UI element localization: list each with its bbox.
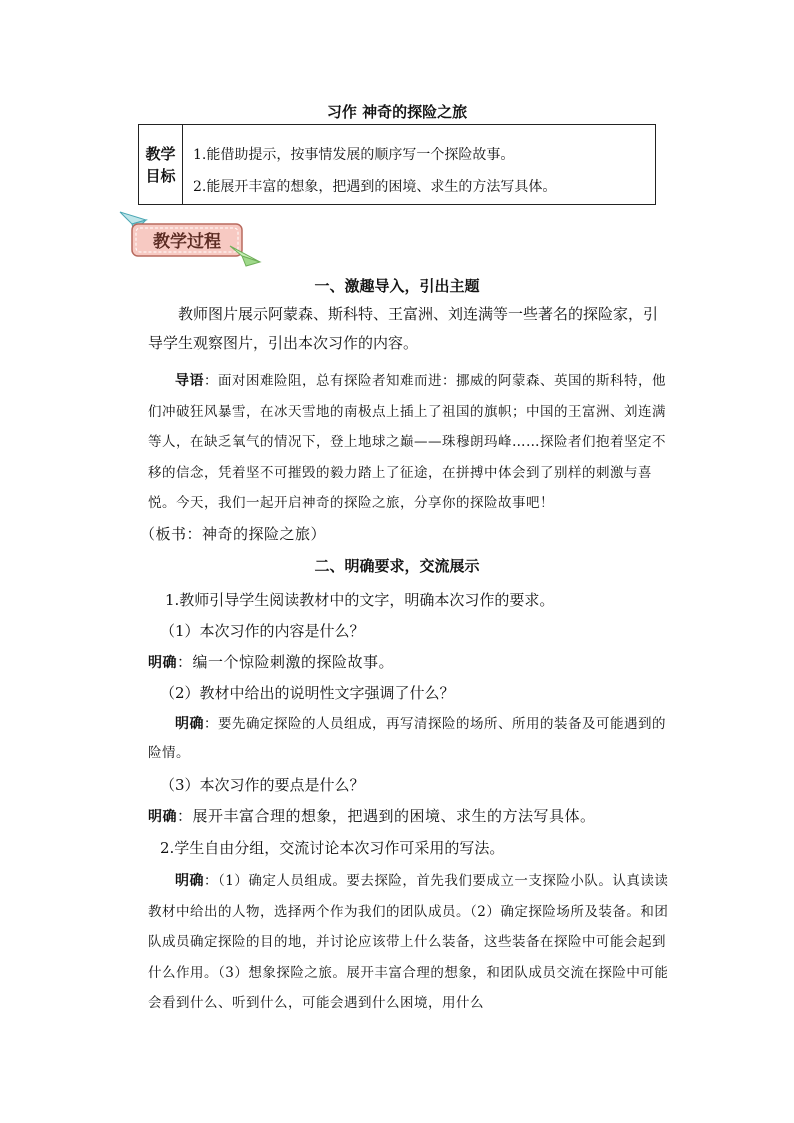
teaching-goal-item: 2.能展开丰富的想象，把遇到的困境、求生的方法写具体。 — [193, 179, 557, 195]
answer-4 — [148, 866, 670, 1019]
answer-text: ：编一个惊险刺激的探险故事。 — [177, 653, 395, 671]
teaching-goal-item: 1.能借助提示，按事情发展的顺序写一个探险故事。 — [193, 147, 515, 163]
answer-text: ：（1）确定人员组成。要去探险，首先我们要成立一支探险小队。认真读读教材中给出的人物，选择两个作为我们的团队成员。（2）确定探险场所及装备。和团队成员确定探险的目的地，并讨论应该带上什么装备，这些装备在探险中可能会起到什么作用。（3）想象探险之旅。展开丰富合理的想象，和团队成员交流在探险中可能会看到什么、听到什么，可能会遇到什么困境，用什么 — [148, 873, 669, 1011]
answer-text: ：展开丰富合理的想象，把遇到的困境、求生的方法写具体。 — [177, 807, 596, 825]
answer-label: 明确 — [148, 655, 177, 671]
teaching-goals-table — [138, 124, 656, 205]
answer-2 — [148, 710, 670, 768]
intro-paragraph: 教师图片展示阿蒙森、斯科特、王富洲、刘连满等一些著名的探险家，引导学生观察图片，引出本次习作的内容。 — [148, 305, 659, 352]
answer-3 — [148, 805, 678, 826]
question-2: （2）教材中给出的说明性文字强调了什么？ — [160, 684, 455, 702]
board-note: （板书：神奇的探险之旅） — [140, 525, 327, 543]
teaching-process-badge-text: 教学过程 — [153, 232, 221, 252]
answer-label: 明确 — [175, 873, 204, 889]
lead-paragraph — [148, 366, 670, 519]
lead-label: 导语 — [175, 373, 204, 389]
question-3: （3）本次习作的要点是什么？ — [160, 776, 365, 794]
document-title: 习作 神奇的探险之旅 — [326, 103, 468, 121]
teaching-goals-list — [183, 125, 655, 204]
question-1: （1）本次习作的内容是什么？ — [160, 622, 365, 640]
step-2-text: 2.学生自由分组，交流讨论本次习作可采用的写法。 — [160, 839, 505, 857]
lead-text: ：面对困难险阻，总有探险者知难而进：挪威的阿蒙森、英国的斯科特，他们冲破狂风暴雪，在冰天雪地的南极点上插上了祖国的旗帜；中国的王富洲、刘连满等人，在缺乏氧气的情况下，登上地球之巅——珠穆朗玛峰……探险者们抱着坚定不移的信念，凭着坚不可摧毁的毅力踏上了征途，在拼搏中体会到了别样的刺激与喜悦。今天，我们一起开启神奇的探险之旅，分享你的探险故事吧！ — [148, 373, 666, 511]
section-heading: 一、激趣导入，引出主题 — [314, 277, 480, 295]
teaching-goals-label: 教学目标 — [139, 125, 183, 204]
answer-label: 明确 — [175, 716, 204, 732]
answer-1 — [148, 651, 678, 672]
section-heading: 二、明确要求，交流展示 — [314, 557, 480, 575]
teaching-process-badge — [118, 210, 268, 270]
step-1-text: 1.教师引导学生阅读教材中的文字，明确本次习作的要求。 — [165, 591, 555, 609]
answer-label: 明确 — [148, 809, 177, 825]
answer-text: ：要先确定探险的人员组成，再写清探险的场所、所用的装备及可能遇到的险情。 — [148, 716, 666, 761]
